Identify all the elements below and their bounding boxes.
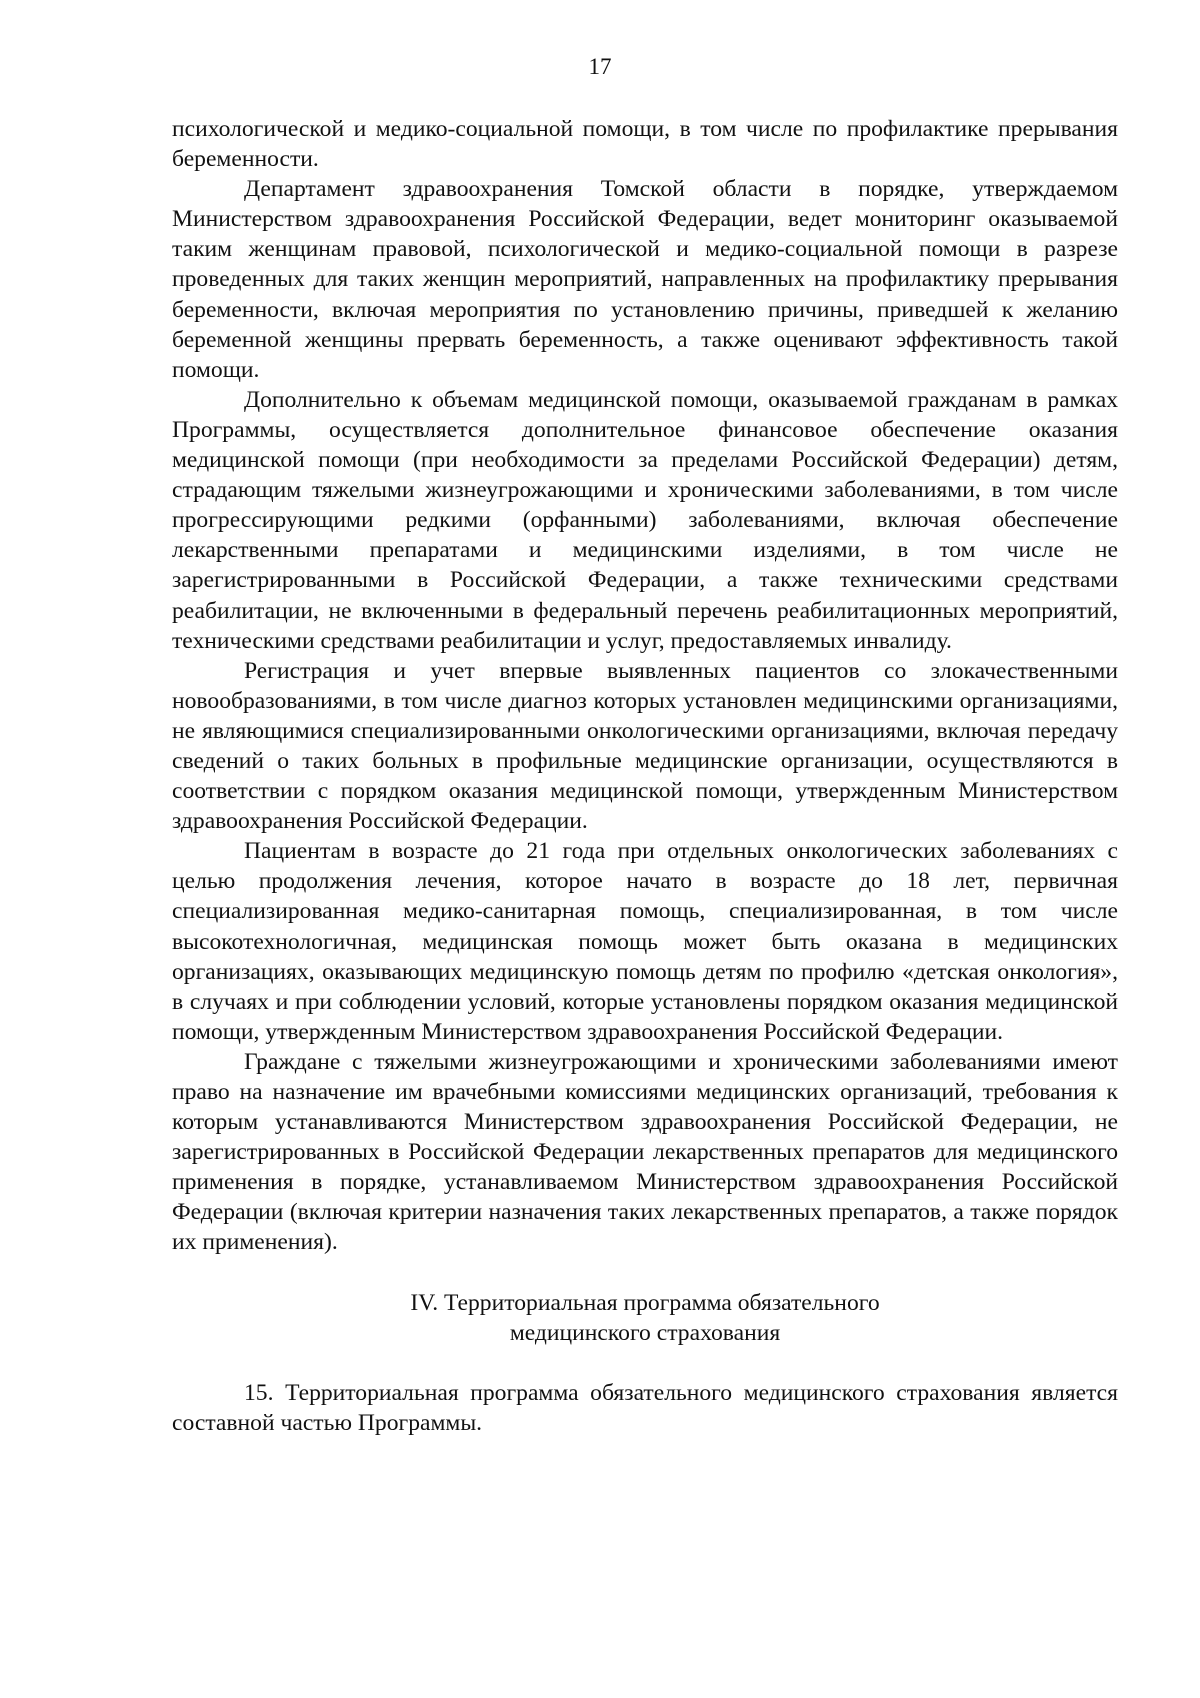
paragraph-cancer-registration: Регистрация и учет впервые выявленных пациентов со злокачественными новообразованиями, в том числе диагноз которых установлен медицинскими организациями, не являющимися специализированными онкологическими организациями, включая передачу сведений о таких больных в профильные медицинские организации, осуществляются в соответствии с порядком оказания медицинской помощи, утвержденным Министерством здравоохранения Российской Федерации. xyxy=(172,657,1118,835)
paragraph-continuation: психологической и медико-социальной помощи, в том числе по профилактике прерывания беременности. xyxy=(172,116,1118,173)
paragraph-pediatric-oncology: Пациентам в возрасте до 21 года при отдельных онкологических заболеваниях с целью продолжения лечения, которое начато в возрасте до 18 лет, первичная специализированная медико-санитарная помощь, специализированная, в том числе высокотехнологичная, медицинская помощь может быть оказана в медицинских организациях, оказывающих медицинскую помощь детям по профилю «детская онкология», в случаях и при соблюдении условий, которые установлены порядком оказания медицинской помощи, утвержденным Министерством здравоохранения Российской Федерации. xyxy=(172,838,1118,1045)
document-body xyxy=(172,114,1118,1438)
paragraph-monitoring: Департамент здравоохранения Томской области в порядке, утверждаемом Министерством здравоохранения Российской Федерации, ведет мониторинг оказываемой таким женщинам правовой, психологической и медико-социальной помощи в разрезе проведенных для таких женщин мероприятий, направленных на профилактику прерывания беременности, включая мероприятия по установлению причины, приведшей к желанию беременной женщины прервать беременность, а также оценивают эффективность такой помощи. xyxy=(172,176,1118,383)
page-number: 17 xyxy=(588,54,612,79)
paragraph-unregistered-drugs: Граждане с тяжелыми жизнеугрожающими и хроническими заболеваниями имеют право на назначение им врачебными комиссиями медицинских организаций, требования к которым устанавливаются Министерством здравоохранения Российской Федерации, не зарегистрированных в Российской Федерации лекарственных препаратов для медицинского применения в порядке, устанавливаемом Министерством здравоохранения Российской Федерации (включая критерии назначения таких лекарственных препаратов, а также порядок их применения). xyxy=(172,1048,1118,1256)
paragraph-item-15: 15. Территориальная программа обязательного медицинского страхования является составной частью Программы. xyxy=(172,1379,1118,1436)
section-heading-line-1: IV. Территориальная программа обязательного xyxy=(410,1289,880,1316)
section-heading xyxy=(172,1288,1118,1348)
paragraph-additional-funding: Дополнительно к объемам медицинской помощи, оказываемой гражданам в рамках Программы, осуществляется дополнительное финансовое обеспечение оказания медицинской помощи (при необходимости за пределами Российской Федерации) детям, страдающим тяжелыми жизнеугрожающими и хроническими заболеваниями, в том числе прогрессирующими редкими (орфанными) заболеваниями, включая обеспечение лекарственными препаратами и медицинскими изделиями, в том числе не зарегистрированными в Российской Федерации, а также техническими средствами реабилитации, не включенными в федеральный перечень реабилитационных мероприятий, техническими средствами реабилитации и услуг, предоставляемых инвалиду. xyxy=(172,386,1118,654)
section-heading-line-2: медицинского страхования xyxy=(509,1319,781,1346)
